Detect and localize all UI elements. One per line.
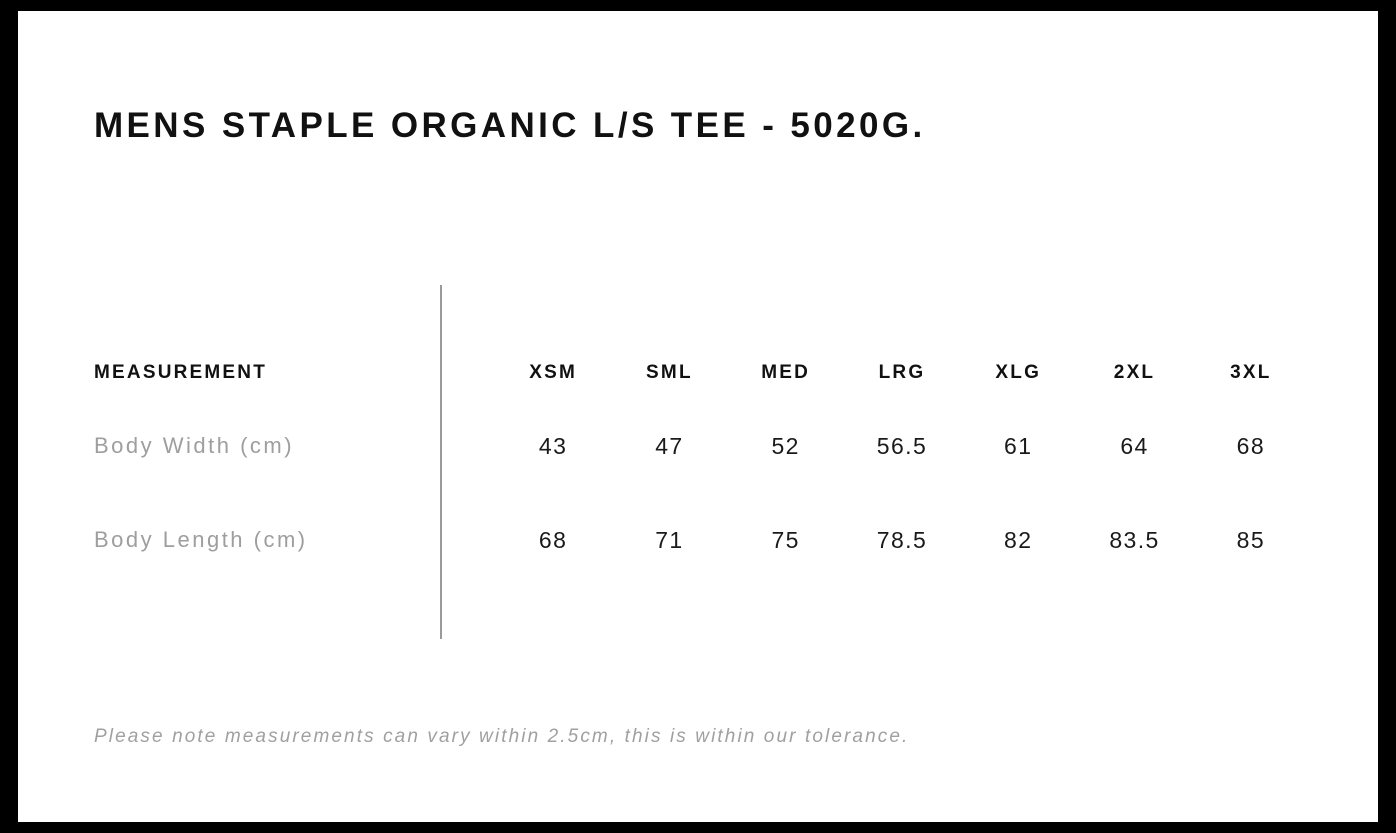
column-header-size-med: MED: [761, 362, 811, 383]
cell-body-width-med: 52: [771, 432, 800, 459]
column-header-size-xlg: XLG: [995, 362, 1042, 383]
column-header-size-lrg: LRG: [878, 362, 926, 383]
page-title: MENS STAPLE ORGANIC L/S TEE - 5020G.: [94, 106, 926, 145]
cell-body-length-xsm: 68: [538, 526, 568, 553]
size-chart-page: [18, 11, 1378, 822]
column-header-size-xsm: XSM: [529, 362, 578, 383]
cell-body-width-3xl: 68: [1236, 432, 1266, 459]
cell-body-width-lrg: 56.5: [876, 432, 928, 459]
column-header-size-3xl: 3XL: [1230, 362, 1272, 383]
row-label-body-width: Body Width (cm): [94, 433, 295, 458]
cell-body-length-xlg: 82: [1004, 526, 1033, 553]
size-chart-table: [94, 347, 1309, 587]
table-row: [94, 399, 1309, 493]
cell-body-length-3xl: 85: [1236, 526, 1266, 553]
row-label-body-length: Body Length (cm): [94, 527, 308, 552]
cell-body-width-xlg: 61: [1004, 432, 1033, 459]
table-row: [94, 493, 1309, 587]
column-header-size-2xl: 2XL: [1113, 362, 1156, 383]
cell-body-length-sml: 71: [655, 526, 684, 553]
column-header-size-sml: SML: [646, 362, 693, 383]
cell-body-width-xsm: 43: [538, 432, 568, 459]
tolerance-note: Please note measurements can vary within 2.5cm, this is within our tolerance.: [94, 726, 910, 747]
table-header-row: [94, 347, 1309, 399]
cell-body-length-2xl: 83.5: [1109, 526, 1160, 553]
cell-body-length-med: 75: [771, 526, 800, 553]
cell-body-width-2xl: 64: [1120, 432, 1149, 459]
cell-body-width-sml: 47: [655, 432, 684, 459]
column-header-measurement: MEASUREMENT: [94, 362, 268, 383]
cell-body-length-lrg: 78.5: [876, 526, 928, 553]
